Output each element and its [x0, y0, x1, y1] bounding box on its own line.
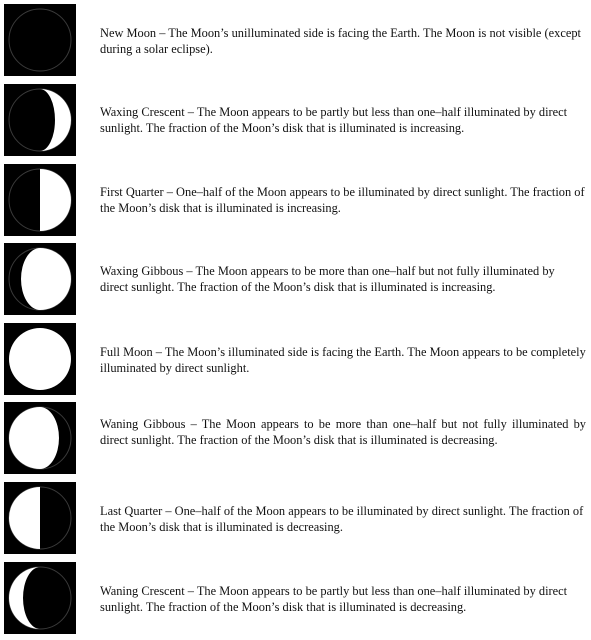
- phase-row-new-moon: [4, 4, 591, 76]
- phase-description-last-quarter: Last Quarter – One–half of the Moon appears to be illuminated by direct sunlight. The fraction of the Moon’s disk that is illuminated is decreasing.: [100, 504, 584, 534]
- waning-gibbous-moon-icon: [4, 402, 76, 474]
- phase-description-new-moon: New Moon – The Moon’s unilluminated side is facing the Earth. The Moon is not visible (except during a solar eclipse).: [100, 26, 581, 56]
- phase-description-waning-gibbous: Waning Gibbous – The Moon appears to be more than one–half but not fully illuminated by direct sunlight. The fraction of the Moon’s disk that is illuminated is decreasing.: [100, 417, 586, 447]
- new-moon-icon: [4, 4, 76, 76]
- phase-row-waxing-crescent: [4, 84, 591, 156]
- phase-description-first-quarter: First Quarter – One–half of the Moon appears to be illuminated by direct sunlight. The fraction of the Moon’s disk that is illuminated is increasing.: [100, 185, 585, 215]
- phase-row-waxing-gibbous: [4, 243, 591, 315]
- full-moon-icon: [4, 323, 76, 395]
- phase-description-full-moon: Full Moon – The Moon’s illuminated side is facing the Earth. The Moon appears to be completely illuminated by direct sunlight.: [100, 345, 586, 375]
- last-quarter-moon-icon: [4, 482, 76, 554]
- waxing-gibbous-moon-icon: [4, 243, 76, 315]
- waxing-crescent-moon-icon: [4, 84, 76, 156]
- first-quarter-moon-icon: [4, 164, 76, 236]
- phase-row-full-moon: [4, 323, 591, 395]
- phase-description-waxing-gibbous: Waxing Gibbous – The Moon appears to be more than one–half but not fully illuminated by direct sunlight. The fraction of the Moon’s disk that is illuminated is increasing.: [100, 264, 555, 294]
- waning-crescent-moon-icon: [4, 562, 76, 634]
- phase-row-waning-crescent: [4, 562, 591, 634]
- phase-row-first-quarter: [4, 164, 591, 236]
- phase-row-waning-gibbous: [4, 402, 591, 474]
- phase-description-waxing-crescent: Waxing Crescent – The Moon appears to be partly but less than one–half illuminated by direct sunlight. The fraction of the Moon’s disk that is illuminated is increasing.: [100, 105, 568, 135]
- phase-row-last-quarter: [4, 482, 591, 554]
- phase-description-waning-crescent: Waning Crescent – The Moon appears to be partly but less than one–half illuminated by direct sunlight. The fraction of the Moon’s disk that is illuminated is decreasing.: [100, 584, 568, 614]
